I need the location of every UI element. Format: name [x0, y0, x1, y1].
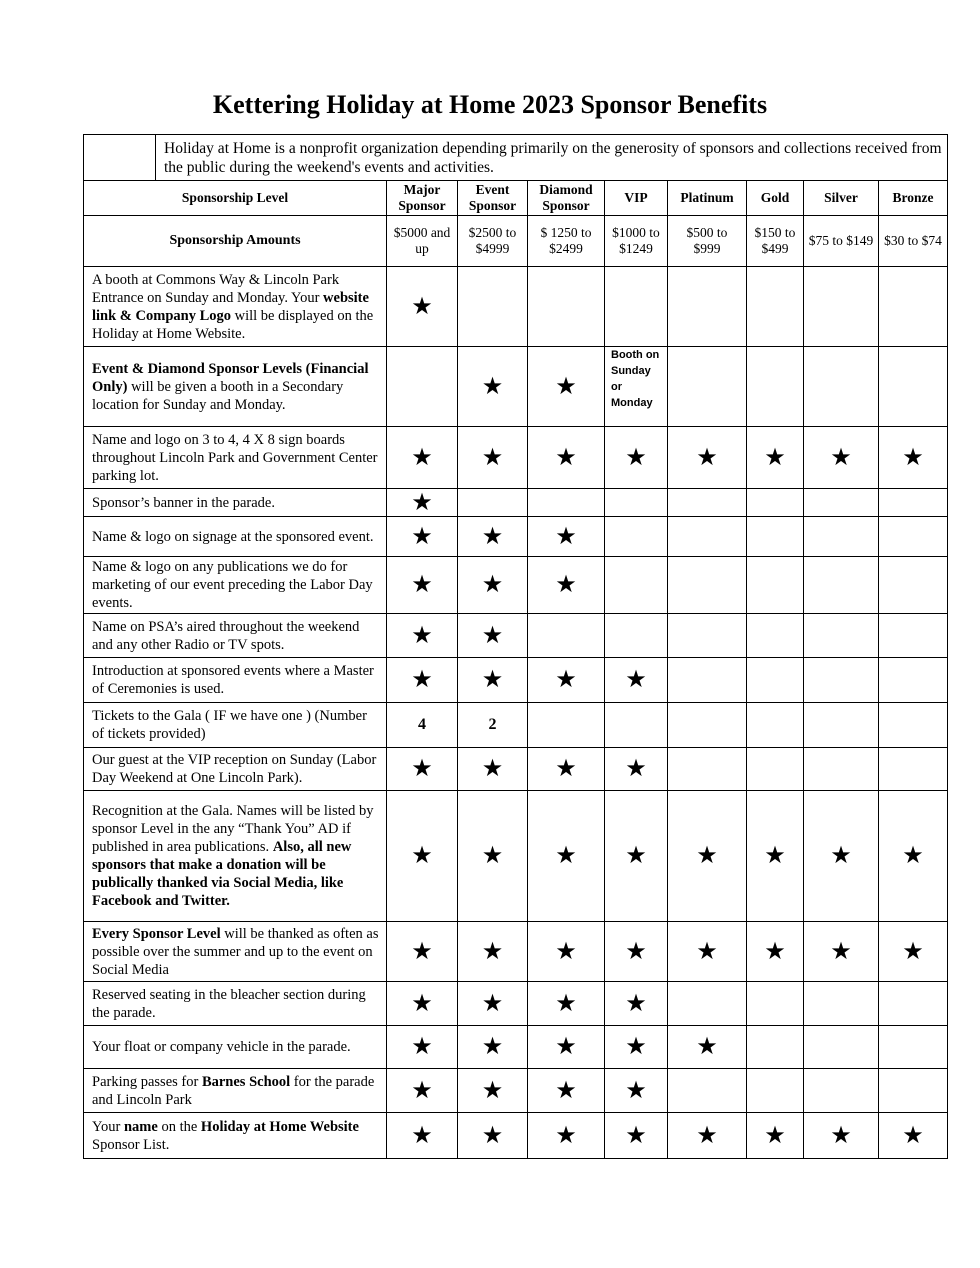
cell-event-sponsor	[458, 517, 528, 557]
blank-cell	[84, 135, 156, 181]
benefit-description	[84, 427, 387, 489]
star-icon: ★	[481, 572, 504, 598]
empty-cell	[879, 982, 948, 1026]
star-icon: ★	[481, 1077, 504, 1104]
empty-cell	[879, 748, 948, 791]
benefit-description	[84, 267, 387, 347]
benefit-text-bold: website link & Company Logo	[92, 289, 369, 324]
cell-platinum	[668, 922, 747, 982]
empty-cell	[804, 1026, 879, 1069]
empty-cell	[747, 614, 804, 658]
empty-cell	[747, 748, 804, 791]
benefit-description	[84, 517, 387, 557]
empty-cell	[668, 267, 747, 347]
cell-diamond-sponsor	[528, 347, 605, 427]
benefit-row	[84, 922, 948, 982]
benefit-description	[84, 1069, 387, 1113]
empty-cell	[528, 489, 605, 517]
empty-cell	[458, 267, 528, 347]
cell-event-sponsor	[458, 982, 528, 1026]
benefit-text: will be displayed on the Holiday at Home Website.	[92, 307, 374, 342]
cell-bronze	[879, 427, 948, 489]
benefit-description	[84, 347, 387, 427]
cell-silver	[804, 791, 879, 922]
cell-diamond-sponsor	[528, 1113, 605, 1159]
benefit-row	[84, 791, 948, 922]
star-icon: ★	[481, 444, 504, 471]
star-icon: ★	[481, 756, 504, 782]
empty-cell	[387, 347, 458, 427]
star-icon: ★	[764, 444, 786, 471]
star-icon: ★	[411, 938, 433, 965]
benefit-row	[84, 427, 948, 489]
cell-gold	[747, 1113, 804, 1159]
empty-cell	[528, 703, 605, 748]
cell-diamond-sponsor	[528, 982, 605, 1026]
star-icon: ★	[902, 1122, 924, 1149]
cell-vip	[605, 427, 668, 489]
empty-cell	[747, 557, 804, 614]
empty-cell	[605, 614, 668, 658]
star-icon: ★	[411, 572, 433, 598]
empty-cell	[804, 1069, 879, 1113]
level-gold: Gold	[747, 181, 804, 216]
cell-diamond-sponsor	[528, 658, 605, 703]
level-silver: Silver	[804, 181, 879, 216]
star-icon: ★	[411, 622, 433, 649]
benefit-description	[84, 922, 387, 982]
star-icon: ★	[830, 444, 852, 471]
empty-cell	[879, 703, 948, 748]
cell-event-sponsor	[458, 922, 528, 982]
benefit-row	[84, 748, 948, 791]
cell-event-sponsor	[458, 791, 528, 922]
cell-event-sponsor	[458, 614, 528, 658]
cell-gold	[747, 791, 804, 922]
empty-cell	[879, 614, 948, 658]
benefit-text-bold: name	[123, 1118, 158, 1135]
empty-cell	[458, 489, 528, 517]
cell-event-sponsor	[458, 658, 528, 703]
intro-row	[84, 135, 948, 181]
star-icon: ★	[830, 938, 852, 965]
empty-cell	[668, 1069, 747, 1113]
cell-event-sponsor	[458, 557, 528, 614]
benefit-text: A booth at Commons Way & Lincoln Park Entrance on Sunday and Monday. Your	[92, 271, 340, 306]
level-header-row	[84, 181, 948, 216]
amount-event-sponsor: $2500 to $4999	[458, 216, 528, 267]
benefit-row	[84, 557, 948, 614]
star-icon: ★	[411, 843, 433, 869]
cell-diamond-sponsor	[528, 791, 605, 922]
cell-vip	[605, 982, 668, 1026]
benefit-text-bold: Holiday at Home Website	[200, 1118, 359, 1135]
empty-cell	[804, 658, 879, 703]
star-icon: ★	[481, 523, 504, 550]
star-icon: ★	[555, 523, 577, 550]
empty-cell	[879, 658, 948, 703]
empty-cell	[668, 489, 747, 517]
cell-vip	[605, 791, 668, 922]
star-icon: ★	[830, 1122, 852, 1149]
benefit-row	[84, 517, 948, 557]
cell-diamond-sponsor	[528, 748, 605, 791]
empty-cell	[747, 347, 804, 427]
cell-major-sponsor	[387, 489, 458, 517]
benefit-description	[84, 557, 387, 614]
star-icon: ★	[764, 938, 786, 965]
empty-cell	[879, 557, 948, 614]
sponsor-benefits-table	[83, 134, 948, 1159]
cell-major-sponsor	[387, 982, 458, 1026]
empty-cell	[804, 267, 879, 347]
benefit-description	[84, 791, 387, 922]
cell-gold	[747, 922, 804, 982]
star-icon: ★	[411, 444, 433, 471]
benefit-text: Introduction at sponsored events where a Master of Ceremonies is used.	[92, 663, 374, 697]
empty-cell	[879, 347, 948, 427]
benefit-row	[84, 1069, 948, 1113]
cell-major-sponsor	[387, 658, 458, 703]
benefit-description	[84, 489, 387, 517]
star-icon: ★	[481, 938, 504, 965]
empty-cell	[668, 748, 747, 791]
cell-platinum	[668, 1113, 747, 1159]
star-icon: ★	[481, 843, 504, 869]
empty-cell	[747, 517, 804, 557]
cell-vip	[605, 1026, 668, 1069]
empty-cell	[804, 703, 879, 748]
star-icon: ★	[696, 1122, 718, 1149]
star-icon: ★	[625, 1122, 647, 1149]
empty-cell	[879, 267, 948, 347]
star-icon: ★	[625, 990, 647, 1017]
empty-cell	[668, 557, 747, 614]
benefit-text: Name on PSA’s aired throughout the weekend and any other Radio or TV spots.	[92, 618, 360, 653]
empty-cell	[804, 748, 879, 791]
empty-cell	[605, 557, 668, 614]
star-icon: ★	[902, 938, 924, 965]
empty-cell	[747, 267, 804, 347]
empty-cell	[668, 614, 747, 658]
amount-major-sponsor: $5000 and up	[387, 216, 458, 267]
benefit-row	[84, 614, 948, 658]
benefit-description	[84, 658, 387, 703]
star-icon: ★	[555, 990, 577, 1017]
cell-major-sponsor	[387, 748, 458, 791]
cell-major-sponsor	[387, 922, 458, 982]
benefit-text: Sponsor’s banner in the parade.	[92, 494, 275, 511]
star-icon: ★	[555, 756, 577, 782]
empty-cell	[747, 982, 804, 1026]
empty-cell	[804, 347, 879, 427]
benefit-text: Reserved seating in the bleacher section during the parade.	[92, 986, 366, 1021]
empty-cell	[528, 614, 605, 658]
star-icon: ★	[411, 293, 433, 320]
level-vip: VIP	[605, 181, 668, 216]
benefit-text: Tickets to the Gala ( IF we have one ) (Number of tickets provided)	[92, 708, 367, 742]
star-icon: ★	[902, 444, 924, 471]
cell-diamond-sponsor	[528, 1069, 605, 1113]
star-icon: ★	[555, 938, 577, 965]
benefit-text: will be thanked as often as possible over the summer and up to the event on Social Media	[92, 925, 379, 978]
star-icon: ★	[411, 523, 433, 550]
cell-major-sponsor	[387, 557, 458, 614]
benefit-text: Your	[92, 1118, 124, 1135]
amount-platinum: $500 to $999	[668, 216, 747, 267]
ticket-count	[387, 703, 458, 748]
empty-cell	[668, 347, 747, 427]
level-diamond-sponsor: Diamond Sponsor	[528, 181, 605, 216]
cell-vip	[605, 922, 668, 982]
star-icon: ★	[696, 1034, 718, 1060]
star-icon: ★	[555, 444, 577, 471]
empty-cell	[879, 517, 948, 557]
benefit-row	[84, 267, 948, 347]
cell-diamond-sponsor	[528, 517, 605, 557]
cell-event-sponsor	[458, 1113, 528, 1159]
star-icon: ★	[696, 444, 718, 471]
cell-bronze	[879, 1113, 948, 1159]
benefit-text: Parking passes for	[92, 1073, 202, 1090]
empty-cell	[668, 703, 747, 748]
benefit-description	[84, 1113, 387, 1159]
star-icon: ★	[555, 572, 577, 598]
benefit-text: Your float or company vehicle in the parade.	[92, 1039, 351, 1055]
cell-note: Booth on Sunday or Monday	[605, 347, 668, 427]
benefit-description	[84, 748, 387, 791]
empty-cell	[605, 517, 668, 557]
star-icon: ★	[555, 1034, 577, 1060]
star-icon: ★	[625, 667, 647, 693]
star-icon: ★	[764, 1122, 786, 1149]
benefit-text: on the	[157, 1118, 201, 1135]
cell-major-sponsor	[387, 517, 458, 557]
empty-cell	[804, 557, 879, 614]
cell-major-sponsor	[387, 1069, 458, 1113]
benefit-row	[84, 1026, 948, 1069]
star-icon: ★	[696, 938, 718, 965]
star-icon: ★	[411, 1122, 433, 1149]
star-icon: ★	[411, 667, 433, 693]
star-icon: ★	[625, 1034, 647, 1060]
empty-cell	[804, 489, 879, 517]
benefit-text: Our guest at the VIP reception on Sunday (Labor Day Weekend at One Lincoln Park).	[92, 752, 377, 786]
cell-bronze	[879, 922, 948, 982]
cell-diamond-sponsor	[528, 922, 605, 982]
star-icon: ★	[481, 990, 504, 1017]
cell-vip	[605, 658, 668, 703]
amount-silver: $75 to $149	[804, 216, 879, 267]
empty-cell	[747, 703, 804, 748]
benefit-text-bold: Event & Diamond Sponsor Levels (Financial Only)	[92, 360, 369, 395]
star-icon: ★	[830, 843, 852, 869]
empty-cell	[879, 1026, 948, 1069]
benefit-text-bold: Barnes School	[201, 1073, 291, 1090]
empty-cell	[668, 517, 747, 557]
cell-major-sponsor	[387, 791, 458, 922]
cell-diamond-sponsor	[528, 557, 605, 614]
empty-cell	[747, 489, 804, 517]
star-icon: ★	[411, 756, 433, 782]
star-icon: ★	[555, 373, 577, 400]
amount-gold: $150 to $499	[747, 216, 804, 267]
benefit-text: for the parade and Lincoln Park	[92, 1073, 375, 1108]
star-icon: ★	[555, 667, 577, 693]
cell-vip	[605, 748, 668, 791]
empty-cell	[605, 267, 668, 347]
cell-vip	[605, 1113, 668, 1159]
cell-silver	[804, 1113, 879, 1159]
empty-cell	[747, 658, 804, 703]
star-icon: ★	[902, 843, 924, 869]
amount-diamond-sponsor: $ 1250 to $2499	[528, 216, 605, 267]
cell-event-sponsor	[458, 427, 528, 489]
benefit-row	[84, 489, 948, 517]
level-platinum: Platinum	[668, 181, 747, 216]
star-icon: ★	[625, 756, 647, 782]
empty-cell	[668, 982, 747, 1026]
level-event-sponsor: Event Sponsor	[458, 181, 528, 216]
star-icon: ★	[696, 843, 718, 869]
benefit-text: will be given a booth in a Secondary location for Sunday and Monday.	[92, 378, 344, 413]
level-major-sponsor: Major Sponsor	[387, 181, 458, 216]
cell-platinum	[668, 1026, 747, 1069]
star-icon: ★	[481, 1122, 504, 1149]
cell-vip	[605, 1069, 668, 1113]
ticket-count	[458, 703, 528, 748]
star-icon: ★	[555, 1122, 577, 1149]
page-title: Kettering Holiday at Home 2023 Sponsor Benefits	[212, 90, 768, 119]
cell-event-sponsor	[458, 1069, 528, 1113]
empty-cell	[804, 982, 879, 1026]
cell-major-sponsor	[387, 614, 458, 658]
benefit-text: Name and logo on 3 to 4, 4 X 8 sign boards throughout Lincoln Park and Government Center parking lot.	[92, 431, 378, 484]
benefit-text: Recognition at the Gala. Names will be listed by sponsor Level in the any “Thank You” AD if published in area publications.	[92, 803, 374, 855]
benefit-row	[84, 658, 948, 703]
amount-row	[84, 216, 948, 267]
cell-bronze	[879, 791, 948, 922]
empty-cell	[879, 489, 948, 517]
empty-cell	[605, 489, 668, 517]
benefit-text: Name & logo on signage at the sponsored event.	[92, 528, 374, 545]
cell-event-sponsor	[458, 1026, 528, 1069]
star-icon: ★	[625, 444, 647, 471]
star-icon: ★	[481, 1034, 504, 1060]
empty-cell	[747, 1026, 804, 1069]
empty-cell	[804, 614, 879, 658]
star-icon: ★	[555, 1077, 577, 1104]
benefit-text: Name & logo on any publications we do for marketing of our event preceding the Labor Day events.	[92, 559, 373, 611]
level-label: Sponsorship Level	[84, 181, 387, 216]
ticket-count-value: 2	[488, 716, 497, 733]
benefit-row	[84, 347, 948, 427]
cell-major-sponsor	[387, 1026, 458, 1069]
benefit-row	[84, 982, 948, 1026]
amount-bronze: $30 to $74	[879, 216, 948, 267]
cell-major-sponsor	[387, 427, 458, 489]
amount-label: Sponsorship Amounts	[84, 216, 387, 267]
empty-cell	[747, 1069, 804, 1113]
star-icon: ★	[411, 1034, 433, 1060]
ticket-count-value: 4	[418, 716, 426, 733]
star-icon: ★	[555, 843, 577, 869]
benefit-row	[84, 703, 948, 748]
cell-silver	[804, 922, 879, 982]
star-icon: ★	[411, 1077, 433, 1104]
star-icon: ★	[481, 622, 504, 649]
benefit-text: Sponsor List.	[92, 1136, 170, 1153]
star-icon: ★	[625, 843, 647, 869]
benefit-text-bold: Also, all new sponsors that make a donation will be publically thanked via Social Media, like Facebook and Twitter.	[92, 839, 352, 909]
star-icon: ★	[625, 1077, 647, 1104]
cell-event-sponsor	[458, 347, 528, 427]
cell-platinum	[668, 791, 747, 922]
star-icon: ★	[411, 489, 433, 516]
empty-cell	[879, 1069, 948, 1113]
empty-cell	[528, 267, 605, 347]
cell-platinum	[668, 427, 747, 489]
benefit-description	[84, 982, 387, 1026]
empty-cell	[668, 658, 747, 703]
cell-major-sponsor	[387, 267, 458, 347]
cell-silver	[804, 427, 879, 489]
benefit-row	[84, 1113, 948, 1159]
benefit-description	[84, 703, 387, 748]
cell-major-sponsor	[387, 1113, 458, 1159]
benefit-text-bold: Every Sponsor Level	[92, 925, 221, 942]
level-bronze: Bronze	[879, 181, 948, 216]
cell-diamond-sponsor	[528, 427, 605, 489]
star-icon: ★	[481, 667, 504, 693]
star-icon: ★	[625, 938, 647, 965]
empty-cell	[804, 517, 879, 557]
star-icon: ★	[764, 843, 786, 869]
cell-gold	[747, 427, 804, 489]
star-icon: ★	[411, 990, 433, 1017]
benefit-description	[84, 1026, 387, 1069]
star-icon: ★	[481, 373, 504, 400]
empty-cell	[605, 703, 668, 748]
intro-text: Holiday at Home is a nonprofit organization depending primarily on the generosity of sponsors and collections received from the public during the weekend's events and activities.	[156, 135, 948, 181]
cell-event-sponsor	[458, 748, 528, 791]
benefit-description	[84, 614, 387, 658]
cell-diamond-sponsor	[528, 1026, 605, 1069]
amount-vip: $1000 to $1249	[605, 216, 668, 267]
